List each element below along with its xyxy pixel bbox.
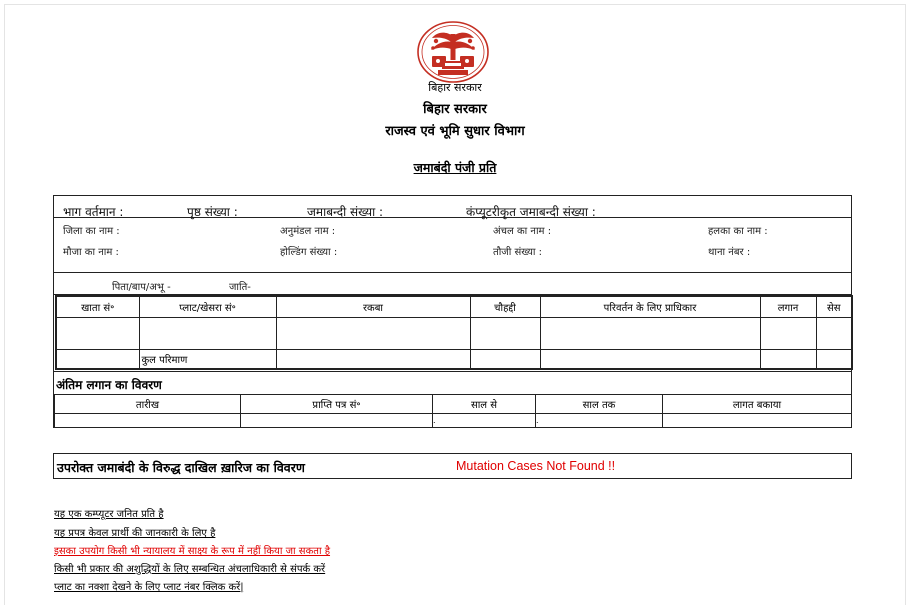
table-cell: . [433,414,536,428]
lagan-table [54,394,852,428]
zila-label: जिला का नाम : [63,226,120,237]
divider [54,272,851,273]
thana-label: थाना नंबर : [708,247,751,258]
column-header: सेस [816,296,852,317]
jamabandi-sankhya-label: जमाबन्दी संख्या : [307,205,384,219]
column-header: रकबा [276,296,470,317]
column-header: चौहद्दी [470,296,540,317]
page-title: जमाबंदी पंजी प्रति [413,160,497,175]
note-computer-generated: यह एक कम्प्यूटर जनित प्रति है [54,509,164,520]
anumandal-label: अनुमंडल नाम : [280,226,336,237]
mauja-label: मौजा का नाम : [63,247,119,258]
jamabandi-details-box [53,195,852,428]
table-row [56,317,852,349]
computerised-jamabandi-label: कंप्यूटरीकृत जमाबन्दी संख्या : [466,205,596,219]
government-name: बिहार सरकार [423,102,487,117]
jati-label: जाति- [229,282,251,293]
prishth-sankhya-label: पृष्ठ संख्या : [187,205,238,219]
halka-label: हलका का नाम : [708,226,768,237]
total-row [56,349,852,369]
total-label: कुल परिमाण [139,349,276,369]
department-name: राजस्व एवं भूमि सुधार विभाग [385,124,525,139]
bhag-vartaman-label: भाग वर्तमान : [63,205,124,219]
lagan-title: अंतिम लगान का विवरण [56,378,162,392]
column-header: साल से [433,395,536,414]
column-header: प्राप्ति पत्र सं॰ [241,395,433,414]
column-header: प्लाट/खेसरा सं॰ [139,296,276,317]
bihar-emblem-icon [416,20,490,84]
column-header: तारीख [55,395,241,414]
column-header: साल तक [536,395,663,414]
mutation-label: उपरोक्त जमाबंदी के विरुद्ध दाखिल ख़ारिज का विवरण [57,460,305,475]
anchal-label: अंचल का नाम : [493,226,552,237]
column-header: लागत बकाया [663,395,852,414]
table-cell: . [536,414,663,428]
column-header: लगान [760,296,816,317]
table-cell [663,414,852,428]
note-information-only: यह प्रपत्र केवल प्रार्थी की जानकारी के लिए है [54,528,216,539]
table-cell [241,414,433,428]
emblem-caption: बिहार सरकार [428,81,482,94]
pita-label: पिता/बाप/अभू - [112,282,171,293]
column-header: खाता सं॰ [56,296,139,317]
divider [54,217,851,218]
mutation-status: Mutation Cases Not Found !! [456,459,616,473]
table-cell [55,414,241,428]
mutation-box [53,453,852,479]
column-header: परिवर्तन के लिए प्राधिकार [540,296,760,317]
holding-label: होल्डिंग संख्या : [280,247,338,258]
note-legal-warning: इसका उपयोग किसी भी न्यायालय में साक्ष्य के रूप में नहीं किया जा सकता है [54,546,331,557]
divider [54,371,851,372]
tauzi-label: तौजी संख्या : [493,247,543,258]
land-table [55,295,853,370]
note-contact-officer: किसी भी प्रकार की अशुद्धियों के लिए सम्बन्धित अंचलाधिकारी से संपर्क करें [54,564,326,575]
note-plot-map: प्लाट का नक्शा देखने के लिए प्लाट नंबर क्लिक करें| [54,582,244,593]
table-row [55,414,852,428]
